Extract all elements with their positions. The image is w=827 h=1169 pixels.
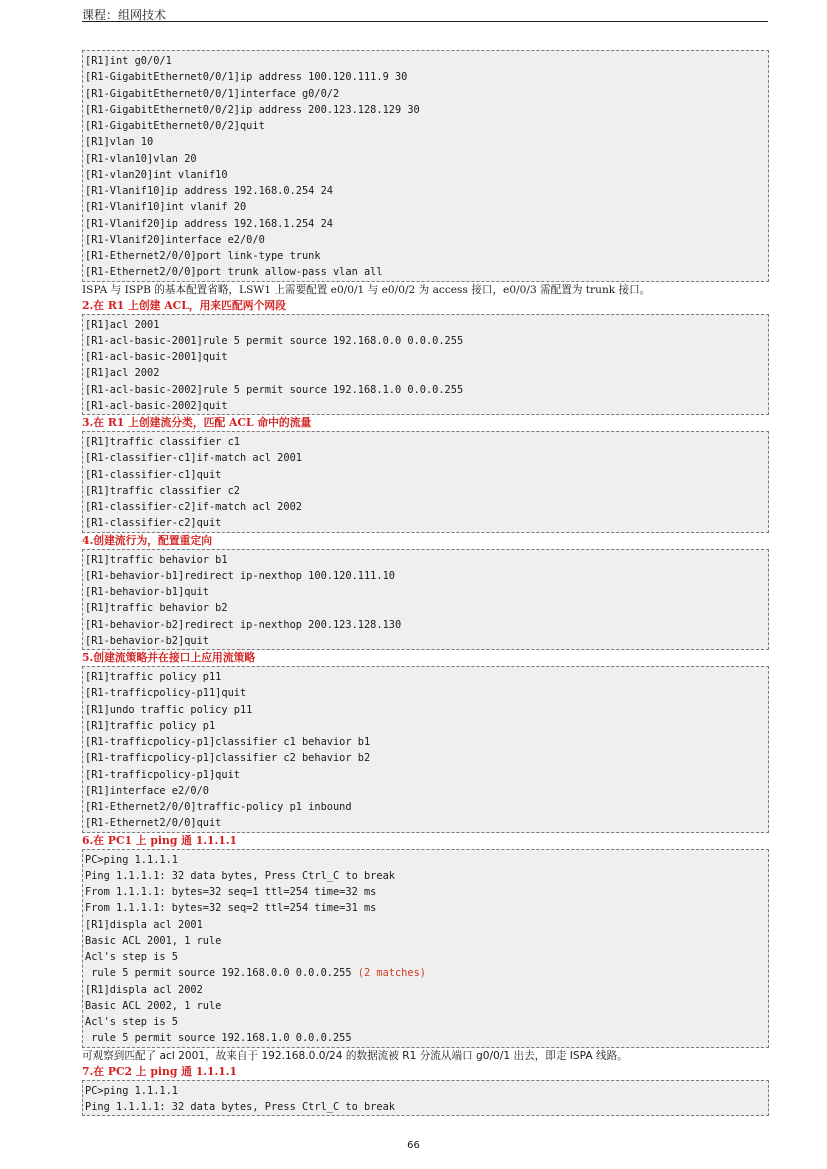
code-line: Ping 1.1.1.1: 32 data bytes, Press Ctrl_C to break	[85, 1100, 395, 1113]
code-block	[82, 549, 769, 651]
code-line: Basic ACL 2002, 1 rule	[85, 999, 222, 1012]
page-content	[82, 50, 769, 1116]
code-line: [R1-trafficpolicy-p11]quit	[85, 687, 247, 700]
code-line: [R1-GigabitEthernet0/0/2]quit	[85, 120, 265, 132]
code-line: [R1]displa acl 2002	[85, 983, 203, 996]
code-line: [R1]traffic policy p11	[85, 671, 222, 683]
code-line: [R1-trafficpolicy-p1]classifier c1 behavior b1	[85, 736, 371, 748]
code-line: [R1]traffic classifier c2	[85, 484, 240, 497]
code-line: Acl's step is 5	[85, 1016, 178, 1028]
code-line-text: rule 5 permit source 192.168.0.0 0.0.0.255	[85, 967, 358, 980]
code-line: [R1-GigabitEthernet0/0/1]ip address 100.120.111.9 30	[85, 71, 408, 84]
code-line: [R1]traffic policy p1	[85, 719, 216, 732]
code-block	[82, 666, 769, 833]
section-heading: 2.在 R1 上创建 ACL，用来匹配两个网段	[82, 298, 286, 312]
code-line: From 1.1.1.1: bytes=32 seq=1 ttl=254 time=32 ms	[85, 886, 377, 898]
code-line: [R1]undo traffic policy p11	[85, 703, 253, 716]
note-paragraph: ISPA 与 ISPB 的基本配置省略，LSW1 上需要配置 e0/0/1 与 e0/0/2 为 access 接口，e0/0/3 需配置为 trunk 接口。	[82, 283, 651, 296]
code-line: [R1-GigabitEthernet0/0/2]ip address 200.123.128.129 30	[85, 103, 420, 116]
code-line: [R1]interface e2/0/0	[85, 784, 209, 797]
code-line: [R1-Vlanif20]ip address 192.168.1.254 24	[85, 217, 333, 230]
code-line: [R1]traffic behavior b2	[85, 602, 228, 615]
code-block	[82, 431, 769, 533]
code-line: rule 5 permit source 192.168.1.0 0.0.0.255	[85, 1032, 352, 1045]
code-line: [R1]traffic classifier c1	[85, 436, 240, 448]
code-line: [R1-acl-basic-2001]quit	[85, 351, 228, 363]
code-line: [R1]displa acl 2001	[85, 918, 203, 931]
code-block	[82, 50, 769, 282]
header-rule	[82, 21, 768, 22]
code-line: [R1-classifier-c1]if-match acl 2001	[85, 452, 302, 465]
code-line: [R1-behavior-b1]redirect ip-nexthop 100.120.111.10	[85, 569, 395, 582]
code-line: [R1-acl-basic-2002]quit	[85, 399, 228, 412]
code-line: [R1-Vlanif10]int vlanif 20	[85, 201, 247, 214]
code-line: [R1-behavior-b2]redirect ip-nexthop 200.123.128.130	[85, 618, 402, 631]
code-line: [R1]acl 2002	[85, 367, 160, 380]
code-line: [R1-Ethernet2/0/0]port link-type trunk	[85, 250, 321, 262]
code-line: [R1]traffic behavior b1	[85, 553, 228, 566]
code-line: [R1-behavior-b2]quit	[85, 634, 209, 647]
page-header-course: 课程：组网技术	[82, 8, 167, 22]
code-line: [R1-trafficpolicy-p1]quit	[85, 768, 240, 781]
code-line: [R1-GigabitEthernet0/0/1]interface g0/0/2	[85, 87, 340, 100]
section-heading: 3.在 R1 上创建流分类，匹配 ACL 命中的流量	[82, 416, 312, 429]
code-line: [R1]vlan 10	[85, 136, 154, 149]
code-line: [R1-Ethernet2/0/0]traffic-policy p1 inbound	[85, 801, 352, 813]
section-heading: 7.在 PC2 上 ping 通 1.1.1.1	[82, 1064, 238, 1078]
code-line: From 1.1.1.1: bytes=32 seq=2 ttl=254 time=31 ms	[85, 902, 377, 915]
code-line: PC>ping 1.1.1.1	[85, 853, 178, 866]
section-heading: 4.创建流行为，配置重定向	[82, 533, 213, 547]
code-line: [R1-Vlanif10]ip address 192.168.0.254 24	[85, 185, 333, 197]
section-heading: 6.在 PC1 上 ping 通 1.1.1.1	[82, 833, 238, 847]
code-line: [R1-acl-basic-2002]rule 5 permit source 192.168.1.0 0.0.0.255	[85, 383, 464, 396]
note-paragraph: 可观察到匹配了 acl 2001，故来自于 192.168.0.0/24 的数据流被 R1 分流从端口 g0/0/1 出去，即走 ISPA 线路。	[82, 1049, 628, 1062]
code-line: [R1-Ethernet2/0/0]port trunk allow-pass vlan all	[85, 266, 383, 279]
code-line: [R1-classifier-c2]quit	[85, 517, 222, 530]
code-line: [R1]int g0/0/1	[85, 55, 172, 67]
code-line: [R1-behavior-b1]quit	[85, 586, 209, 598]
code-block	[82, 849, 769, 1048]
code-line: PC>ping 1.1.1.1	[85, 1084, 178, 1097]
code-line: [R1-classifier-c1]quit	[85, 468, 222, 481]
code-line: [R1-classifier-c2]if-match acl 2002	[85, 501, 302, 513]
code-line: [R1-vlan20]int vlanif10	[85, 168, 228, 181]
page-number: 66	[407, 1140, 420, 1151]
code-line	[85, 965, 768, 981]
code-line: [R1-acl-basic-2001]rule 5 permit source 192.168.0.0 0.0.0.255	[85, 334, 464, 347]
section-heading: 5.创建流策略并在接口上应用流策略	[82, 651, 256, 664]
code-line: Acl's step is 5	[85, 951, 178, 963]
code-line: [R1-Vlanif20]interface e2/0/0	[85, 233, 265, 246]
code-line: [R1-vlan10]vlan 20	[85, 152, 197, 165]
code-line: Ping 1.1.1.1: 32 data bytes, Press Ctrl_C to break	[85, 869, 395, 882]
code-block	[82, 1080, 769, 1117]
code-line: [R1-trafficpolicy-p1]classifier c2 behavior b2	[85, 752, 371, 765]
code-line: [R1-Ethernet2/0/0]quit	[85, 817, 222, 830]
code-line: Basic ACL 2001, 1 rule	[85, 934, 222, 947]
code-line: [R1]acl 2001	[85, 318, 160, 331]
match-count-highlight: (2 matches)	[357, 967, 426, 980]
code-block	[82, 314, 769, 416]
